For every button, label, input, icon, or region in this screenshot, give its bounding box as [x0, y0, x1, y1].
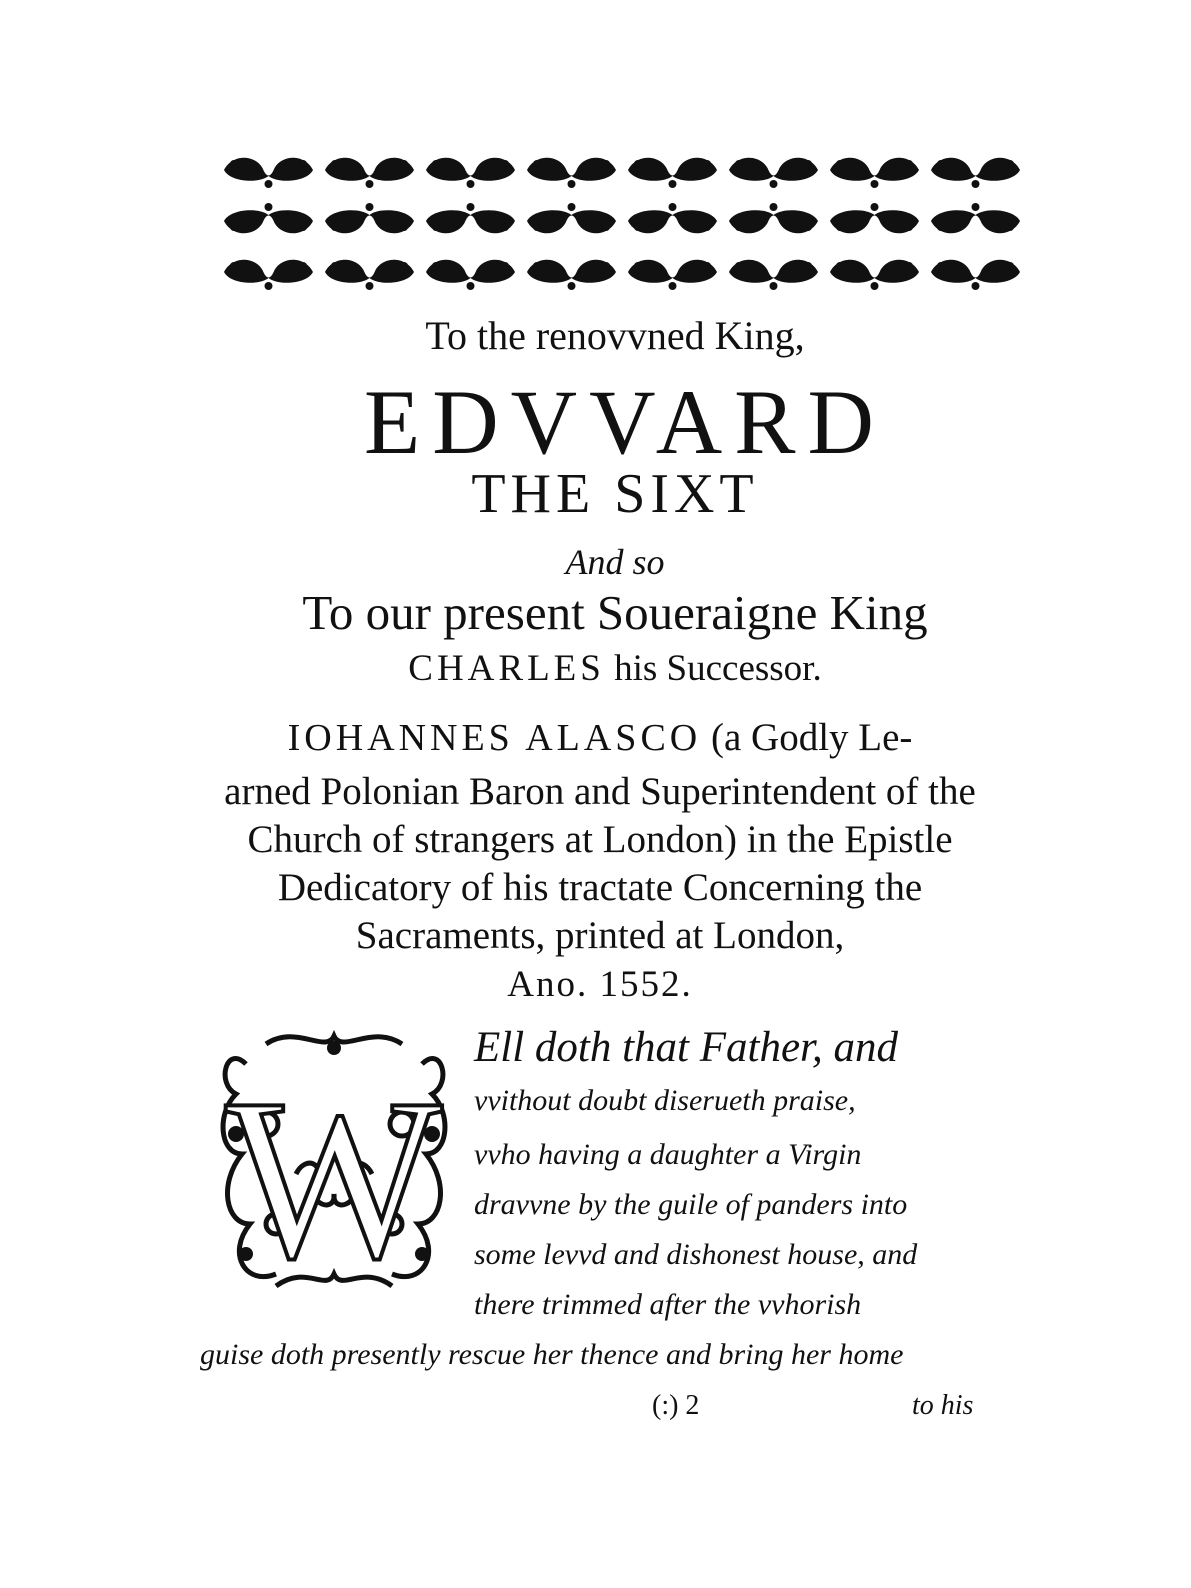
ornament-scroll: [426, 210, 515, 233]
ornament-dot: [501, 160, 509, 168]
ornament-scroll: [729, 260, 818, 283]
ornament-dot: [265, 282, 273, 290]
ornament-dot: [703, 262, 711, 270]
ornament-dot: [905, 223, 913, 231]
ornament-dot: [703, 223, 711, 231]
successor-line: [150, 650, 1080, 687]
ornament-dot: [602, 223, 610, 231]
ornament-dot: [1006, 223, 1014, 231]
author-name: IOHANNES ALASCO: [287, 717, 702, 759]
ornament-dot: [533, 223, 541, 231]
ornament-dot: [467, 203, 475, 211]
ornament-dot: [299, 262, 307, 270]
text-line-2: vvithout doubt diserueth praise,: [474, 1084, 856, 1117]
ornament-dot: [230, 160, 238, 168]
ornament-dot: [703, 160, 711, 168]
ornament-dot: [602, 160, 610, 168]
king-ordinal: THE SIXT: [471, 463, 759, 525]
author-line: [200, 718, 1000, 757]
ornament-dot: [804, 262, 812, 270]
ornament-dot: [366, 282, 374, 290]
ornament-scroll: [224, 158, 313, 181]
ornament-dot: [972, 203, 980, 211]
ornament-dot: [937, 223, 945, 231]
ornament-scroll: [830, 210, 919, 233]
ornament-dot: [432, 223, 440, 231]
ornament-scroll: [325, 158, 414, 181]
ornament-dot: [533, 160, 541, 168]
author-description-line-4: Dedicatory of his tractate Concerning the: [277, 866, 923, 909]
ornament-scroll: [628, 260, 717, 283]
ornament-dot: [432, 262, 440, 270]
ornament-scroll: [527, 260, 616, 283]
ornament-dot: [804, 223, 812, 231]
ornament-dot: [568, 203, 576, 211]
ornament-dot: [634, 262, 642, 270]
initial-letter: W: [225, 1051, 443, 1294]
ornament-scroll: [224, 210, 313, 233]
ornament-dot: [331, 223, 339, 231]
ornament-dot: [400, 262, 408, 270]
text-line-5: some levvd and dishonest house, and: [474, 1238, 918, 1271]
ornament-dot: [467, 180, 475, 188]
ornament-scroll: [931, 158, 1020, 181]
ornament-scroll: [426, 158, 515, 181]
ornament-dot: [770, 180, 778, 188]
text-line-4: dravvne by the guile of panders into: [474, 1188, 908, 1221]
ornament-dot: [533, 262, 541, 270]
ornament-dot: [634, 160, 642, 168]
ornament-scroll: [729, 158, 818, 181]
text-line-7: guise doth presently rescue her thence and bring her home: [200, 1338, 904, 1371]
ornament-scroll: [628, 158, 717, 181]
ornament-dot: [501, 262, 509, 270]
ornament-dot: [905, 262, 913, 270]
ornament-dot: [230, 262, 238, 270]
ornament-scroll: [527, 158, 616, 181]
ornament-dot: [770, 282, 778, 290]
ornament-dot: [467, 282, 475, 290]
ornament-dot: [331, 160, 339, 168]
ornament-dot: [735, 223, 743, 231]
ornament-dot: [602, 262, 610, 270]
ornament-dot: [770, 203, 778, 211]
ornament-dot: [400, 160, 408, 168]
ornament-scroll: [325, 260, 414, 283]
and-so-line: And so: [565, 542, 665, 582]
ornament-scroll: [830, 260, 919, 283]
ornament-scroll: [224, 260, 313, 283]
ornament-dot: [568, 180, 576, 188]
ornament-dot: [669, 282, 677, 290]
ornament-dot: [1006, 262, 1014, 270]
ornament-dot: [871, 180, 879, 188]
ornament-dot: [1006, 160, 1014, 168]
ornament-dot: [230, 223, 238, 231]
ornament-scroll: [729, 210, 818, 233]
ornament-dot: [972, 282, 980, 290]
ornament-dot: [836, 262, 844, 270]
ornament-dot: [366, 203, 374, 211]
ornament-dot: [366, 180, 374, 188]
ornament-dot: [299, 160, 307, 168]
ornament-dot: [735, 160, 743, 168]
ornament-dot: [905, 160, 913, 168]
king-name: EDVVARD: [364, 371, 886, 473]
ornament-scroll: [628, 210, 717, 233]
ornament-dot: [937, 160, 945, 168]
author-description-line-2: arned Polonian Baron and Superintendent of the: [224, 770, 976, 813]
text-line-3: vvho having a daughter a Virgin: [474, 1138, 862, 1171]
ornament-dot: [669, 203, 677, 211]
ornament-dot: [804, 160, 812, 168]
ornament-scroll: [426, 260, 515, 283]
ornament-dot: [735, 262, 743, 270]
signature-mark: (:) 2: [652, 1390, 700, 1421]
ornament-dot: [265, 180, 273, 188]
ornament-dot: [568, 282, 576, 290]
charles-name: CHARLES: [408, 648, 605, 689]
ornament-dot: [669, 180, 677, 188]
author-description-start: (a Godly Le-: [701, 716, 913, 759]
ornament-dot: [331, 262, 339, 270]
catchword: to his: [912, 1390, 974, 1421]
ornament-dot: [937, 262, 945, 270]
ornament-scroll: [931, 260, 1020, 283]
ornament-scroll: [830, 158, 919, 181]
ornament-dot: [634, 223, 642, 231]
ornament-dot: [299, 223, 307, 231]
ornament-dot: [400, 223, 408, 231]
present-king-line: To our present Soueraigne King: [302, 585, 928, 640]
ornament-dot: [836, 160, 844, 168]
successor-text: his Successor.: [604, 648, 822, 689]
ornament-dot: [972, 180, 980, 188]
ornament-scroll: [527, 210, 616, 233]
ornament-dot: [265, 203, 273, 211]
ornament-dot: [501, 223, 509, 231]
year-line: Ano. 1552.: [507, 964, 693, 1005]
ornament-dot: [836, 223, 844, 231]
author-description-line-5: Sacraments, printed at London,: [355, 914, 845, 957]
headpiece-ornament: [218, 152, 1026, 290]
ornament-dot: [432, 160, 440, 168]
ornament-scroll: [931, 210, 1020, 233]
text-line-1: Ell doth that Father, and: [474, 1024, 899, 1071]
dedication-line: To the renovvned King,: [425, 313, 805, 358]
text-line-6: there trimmed after the vvhorish: [474, 1288, 862, 1321]
ornament-dot: [871, 203, 879, 211]
ornament-scroll: [325, 210, 414, 233]
ornament-dot: [871, 282, 879, 290]
author-description-line-3: Church of strangers at London) in the Epistle: [247, 818, 953, 861]
decorated-initial: [206, 1024, 462, 1294]
